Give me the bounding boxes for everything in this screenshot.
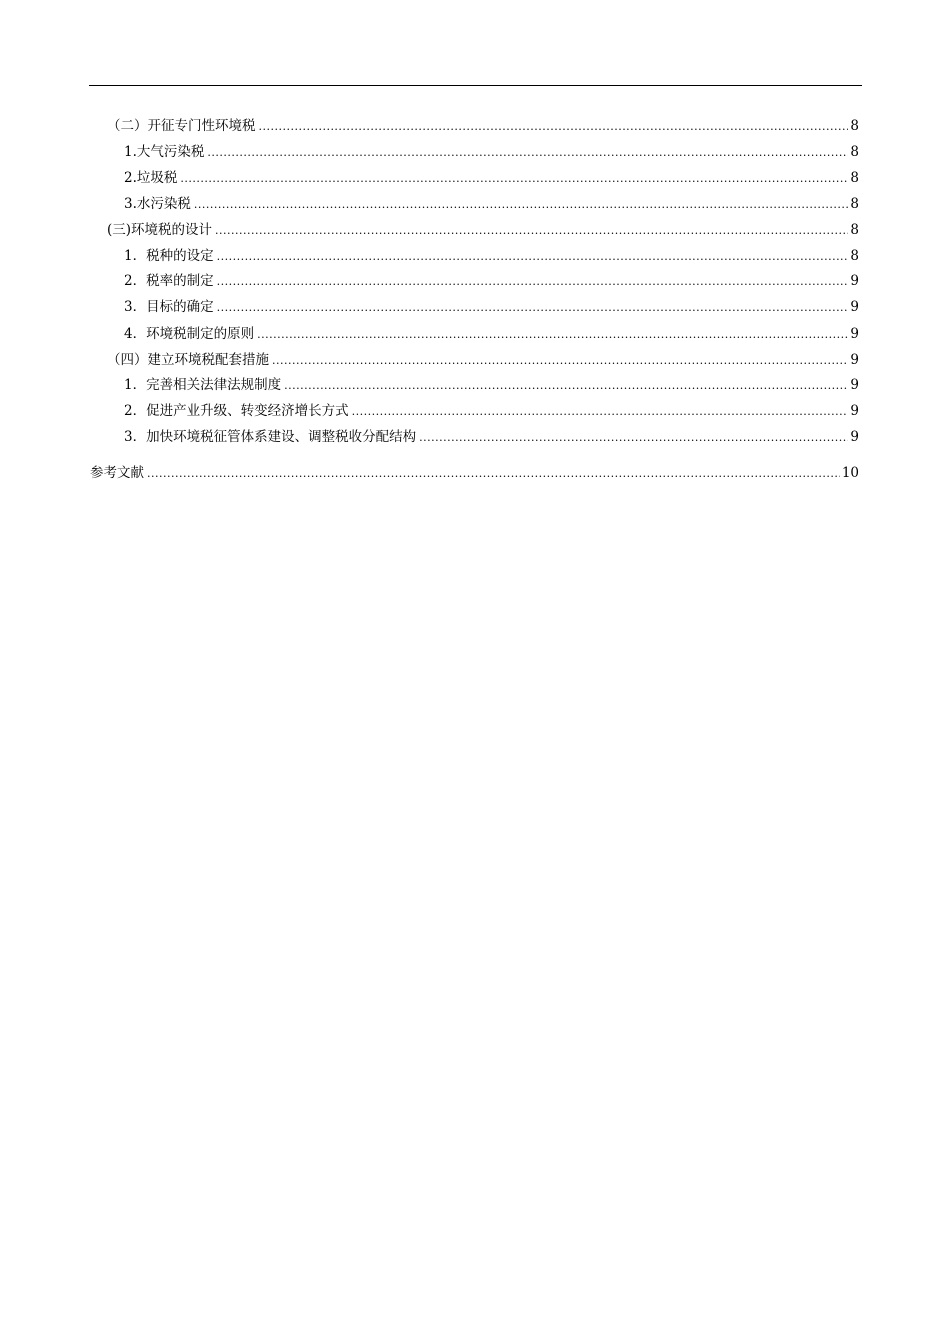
toc-entry-page: 9: [850, 352, 859, 368]
toc-entry[interactable]: [107, 117, 859, 136]
header-rule: [89, 85, 862, 86]
toc-entry-page: 9: [850, 403, 859, 419]
toc-entry-page: 8: [850, 144, 859, 160]
toc-dot-leader: [257, 326, 848, 344]
toc-entry[interactable]: [124, 169, 859, 188]
toc-entry-page: 8: [850, 118, 859, 134]
toc-entry-title: 1．完善相关法律法规制度: [124, 377, 282, 393]
toc-dot-leader: [217, 248, 849, 266]
toc-entry[interactable]: [107, 351, 859, 370]
toc-entry-title: （四）建立环境税配套措施: [107, 352, 269, 368]
toc-dot-leader: [259, 118, 849, 136]
toc-dot-leader: [284, 377, 848, 395]
toc-entry-title: 参考文献: [90, 465, 144, 481]
toc-entry[interactable]: [124, 195, 859, 214]
toc-entry-title: 1．税种的设定: [124, 248, 214, 264]
toc-dot-leader: [215, 222, 848, 240]
toc-entry-title: 2.垃圾税: [124, 170, 178, 186]
toc-entry-page: 9: [850, 377, 859, 393]
toc-dot-leader: [352, 403, 849, 421]
toc-entry[interactable]: [124, 298, 859, 317]
toc-entry-page: 9: [850, 326, 859, 342]
toc-dot-leader: [217, 299, 849, 317]
toc-entry-title: 2．税率的制定: [124, 273, 214, 289]
toc-entry-title: (三)环境税的设计: [107, 222, 213, 238]
toc-entry[interactable]: [124, 143, 859, 162]
toc-dot-leader: [147, 465, 840, 483]
toc-dot-leader: [272, 352, 848, 370]
toc-entry[interactable]: [124, 325, 859, 344]
toc-entry[interactable]: [124, 376, 859, 395]
toc-entry-page: 8: [850, 222, 859, 238]
toc-entry[interactable]: [124, 272, 859, 291]
toc-dot-leader: [419, 429, 848, 447]
toc-entry[interactable]: [124, 402, 859, 421]
toc-entry-title: 3．加快环境税征管体系建设、调整税收分配结构: [124, 429, 417, 445]
toc-entry-title: 1.大气污染税: [124, 144, 205, 160]
toc-entry-page: 10: [841, 465, 859, 481]
toc-entry-title: 4．环境税制定的原则: [124, 326, 255, 342]
toc-entry-page: 9: [850, 273, 859, 289]
toc-dot-leader: [217, 273, 849, 291]
toc-entry-page: 9: [850, 299, 859, 315]
toc-entry-title: 2．促进产业升级、转变经济增长方式: [124, 403, 349, 419]
toc-dot-leader: [194, 196, 849, 214]
toc-entry-title: 3．目标的确定: [124, 299, 214, 315]
toc-entry-title: 3.水污染税: [124, 196, 191, 212]
toc-entry[interactable]: [124, 428, 859, 447]
toc-entry-page: 8: [850, 196, 859, 212]
toc-entry[interactable]: [107, 221, 859, 240]
toc-entry-page: 8: [850, 170, 859, 186]
toc-entry[interactable]: [90, 464, 859, 483]
toc-entry-title: （二）开征专门性环境税: [107, 118, 256, 134]
toc-entry[interactable]: [124, 247, 859, 266]
toc-dot-leader: [207, 144, 848, 162]
toc-dot-leader: [180, 170, 848, 188]
toc-entry-page: 9: [850, 429, 859, 445]
toc-entry-page: 8: [850, 248, 859, 264]
